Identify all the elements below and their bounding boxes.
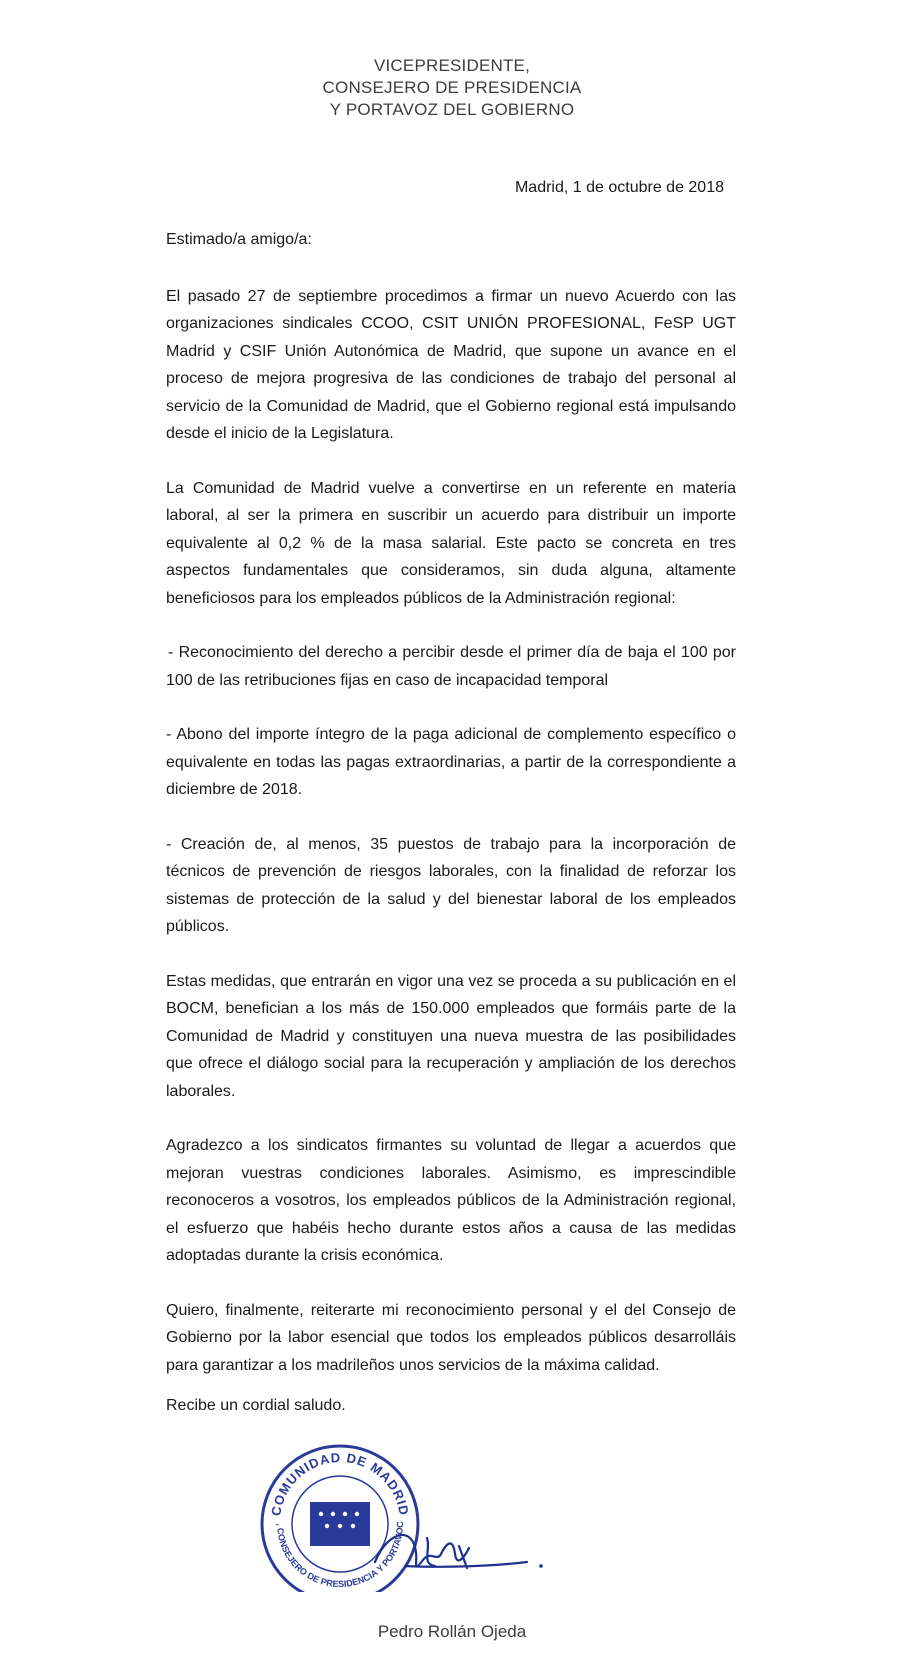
stamp-top-text: COMUNIDAD DE MADRID (268, 1449, 412, 1518)
paragraph-medidas: Estas medidas, que entrarán en vigor una vez se proceda a su publicación en el BOCM, benefician a los más de 150.000 empleados que formáis parte de la Comunidad de Madrid y constituyen una nueva muestra de las posibilidades que ofrece el diálogo social para la recuperación y ampliación de los derechos laborales. (166, 972, 736, 1100)
letter-date: Madrid, 1 de octubre de 2018 (514, 179, 724, 196)
letterhead-line-2: CONSEJERO DE PRESIDENCIA (322, 78, 582, 97)
bullet-incapacidad: - Reconocimiento del derecho a percibir desde el primer día de baja el 100 por 100 de las retribuciones fijas en caso de incapacidad temporal (166, 644, 736, 689)
letter-body (166, 226, 736, 1406)
paragraph-referente: La Comunidad de Madrid vuelve a convertirse en un referente en materia laboral, al ser la primera en suscribir un acuerdo para distribuir un importe equivalente al 0,2 % de la masa salarial. Este pacto se concreta en tres aspectos fundamentales que consideramos, sin duda alguna, altamente beneficiosos para los empleados públicos de la Administración regional: (166, 479, 736, 607)
signer-name: Pedro Rollán Ojeda (377, 1622, 527, 1641)
closing: Recibe un cordial saludo. (166, 1397, 346, 1414)
letterhead-line-1: VICEPRESIDENTE, (373, 56, 531, 75)
greeting: Estimado/a amigo/a: (166, 231, 312, 248)
signature-area (255, 1442, 595, 1592)
letterhead-line-3: Y PORTAVOZ DEL GOBIERNO (329, 100, 575, 119)
letterhead (0, 55, 904, 121)
bullet-prevencion: - Creación de, al menos, 35 puestos de trabajo para la incorporación de técnicos de prevención de riesgos laborales, con la finalidad de reforzar los sistemas de protección de la salud y del bienestar laboral de los empleados públicos. (166, 835, 736, 935)
paragraph-agreement: El pasado 27 de septiembre procedimos a firmar un nuevo Acuerdo con las organizaciones sindicales CCOO, CSIT UNIÓN PROFESIONAL, FeSP UGT Madrid y CSIF Unión Autonómica de Madrid, que supone un avance en el proceso de mejora progresiva de las condiciones de trabajo del personal al servicio de la Comunidad de Madrid, que el Gobierno regional está impulsando desde el inicio de la Legislatura. (166, 287, 736, 442)
stamp-bottom-text: , CONSEJERO DE PRESIDENCIA Y PORTAVOC (274, 1521, 406, 1590)
paragraph-reconocimiento: Quiero, finalmente, reiterarte mi reconocimiento personal y el del Consejo de Gobierno por la labor esencial que todos los empleados públicos desarrolláis para garantizar a los madrileños unos servicios de la máxima calidad. (166, 1301, 736, 1374)
official-stamp (255, 1442, 595, 1592)
paragraph-agradecimiento: Agradezco a los sindicatos firmantes su voluntad de llegar a acuerdos que mejoran vuestras condiciones laborales. Asimismo, es imprescindible reconoceros a vosotros, los empleados públicos de la Administración regional, el esfuerzo que habéis hecho durante estos años a causa de las medidas adoptadas durante la crisis económica. (166, 1137, 736, 1264)
bullet-paga-adicional: - Abono del importe íntegro de la paga adicional de complemento específico o equivalente en todas las pagas extraordinarias, a partir de la correspondiente a diciembre de 2018. (166, 726, 736, 798)
